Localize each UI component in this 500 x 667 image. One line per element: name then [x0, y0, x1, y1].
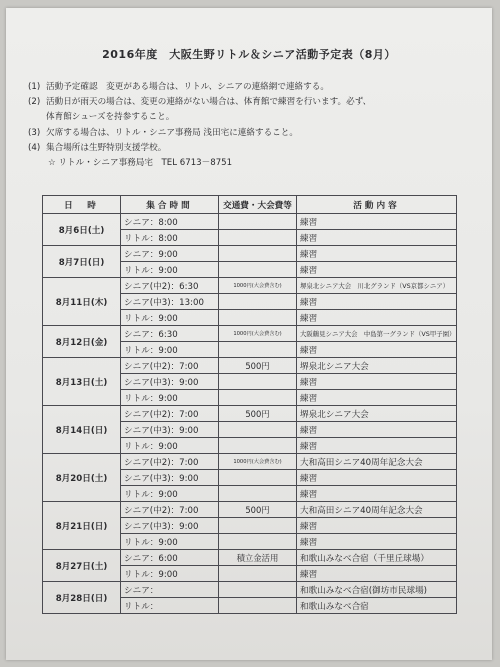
- activity-cell: 練習: [297, 390, 457, 406]
- time-cell: リトル：8:00: [121, 230, 219, 246]
- table-row: [43, 550, 457, 566]
- fee-cell: 積立金活用: [219, 550, 297, 566]
- document-title: 2016年度 大阪生野リトル＆シニア活動予定表（8月）: [102, 48, 396, 61]
- activity-cell: 堺泉北シニア大会: [297, 358, 457, 374]
- activity-cell: 和歌山みなべ合宿: [297, 598, 457, 614]
- fee-cell: 1000円(大会費含む): [219, 278, 297, 294]
- time-cell: シニア：: [121, 582, 219, 598]
- date-cell: 8月6日(土): [43, 214, 121, 246]
- fee-cell: 500円: [219, 502, 297, 518]
- header-activity: 活動内容: [297, 196, 457, 214]
- activity-cell: 練習: [297, 534, 457, 550]
- date-cell: 8月21日(日): [43, 502, 121, 550]
- date-cell: 8月20日(土): [43, 454, 121, 502]
- activity-cell: 大阪鶴見シニア大会 中島第一グランド（VS甲子園）: [297, 326, 457, 342]
- date-cell: 8月13日(土): [43, 358, 121, 406]
- fee-cell: [219, 342, 297, 358]
- time-cell: シニア(中3)：9:00: [121, 518, 219, 534]
- fee-cell: [219, 262, 297, 278]
- time-cell: シニア：6:00: [121, 550, 219, 566]
- date-cell: 8月27日(土): [43, 550, 121, 582]
- fee-cell: [219, 214, 297, 230]
- activity-cell: 練習: [297, 518, 457, 534]
- time-cell: リトル：9:00: [121, 342, 219, 358]
- schedule-table: [42, 195, 457, 614]
- notes-list: [28, 80, 371, 171]
- table-row: [43, 502, 457, 518]
- activity-cell: 練習: [297, 342, 457, 358]
- activity-cell: 堺泉北シニア大会 川北グランド（VS京都シニア）: [297, 278, 457, 294]
- table-row: [43, 358, 457, 374]
- activity-cell: 練習: [297, 310, 457, 326]
- note-4: (4) 集合場所は生野特別支援学校。: [28, 142, 167, 153]
- activity-cell: 練習: [297, 262, 457, 278]
- fee-cell: [219, 310, 297, 326]
- table-row: [43, 406, 457, 422]
- table-row: [43, 278, 457, 294]
- date-cell: 8月14日(日): [43, 406, 121, 454]
- table-row: [43, 246, 457, 262]
- fee-cell: 500円: [219, 358, 297, 374]
- date-cell: 8月28日(日): [43, 582, 121, 614]
- activity-cell: 練習: [297, 214, 457, 230]
- document-paper: [6, 8, 492, 660]
- table-row: [43, 454, 457, 470]
- time-cell: シニア(中3)：9:00: [121, 470, 219, 486]
- time-cell: シニア(中2)：7:00: [121, 454, 219, 470]
- fee-cell: [219, 422, 297, 438]
- table-row: [43, 326, 457, 342]
- time-cell: シニア(中3)：9:00: [121, 422, 219, 438]
- activity-cell: 練習: [297, 230, 457, 246]
- time-cell: リトル：9:00: [121, 438, 219, 454]
- activity-cell: 和歌山みなべ合宿（千里丘球場）: [297, 550, 457, 566]
- activity-cell: 練習: [297, 374, 457, 390]
- time-cell: シニア(中3)：13:00: [121, 294, 219, 310]
- fee-cell: 1000円(大会費含む): [219, 326, 297, 342]
- fee-cell: [219, 438, 297, 454]
- activity-cell: 練習: [297, 294, 457, 310]
- header-date: 日 時: [43, 196, 121, 214]
- time-cell: リトル：9:00: [121, 534, 219, 550]
- activity-cell: 和歌山みなべ合宿(御坊市民球場): [297, 582, 457, 598]
- note-3: (3) 欠席する場合は、リトル・シニア事務局 浅田宅に連絡すること。: [28, 127, 298, 138]
- fee-cell: [219, 230, 297, 246]
- activity-cell: 練習: [297, 246, 457, 262]
- time-cell: シニア(中2)：6:30: [121, 278, 219, 294]
- activity-cell: 練習: [297, 486, 457, 502]
- time-cell: シニア(中2)：7:00: [121, 358, 219, 374]
- time-cell: リトル：9:00: [121, 566, 219, 582]
- note-1: (1) 活動予定確認 変更がある場合は、リトル、シニアの連絡網で連絡する。: [28, 82, 329, 92]
- header-fee: 交通費・大会費等: [219, 196, 297, 214]
- fee-cell: [219, 534, 297, 550]
- date-cell: 8月7日(日): [43, 246, 121, 278]
- note-2: (2) 活動日が雨天の場合は、変更の連絡がない場合は、体育館で練習を行います。必ず、: [28, 97, 372, 108]
- time-cell: シニア(中3)：9:00: [121, 374, 219, 390]
- activity-cell: 練習: [297, 566, 457, 582]
- date-cell: 8月12日(金): [43, 326, 121, 358]
- activity-cell: 大和高田シニア40周年記念大会: [297, 502, 457, 518]
- fee-cell: [219, 246, 297, 262]
- time-cell: シニア(中2)：7:00: [121, 406, 219, 422]
- time-cell: シニア：6:30: [121, 326, 219, 342]
- fee-cell: [219, 294, 297, 310]
- time-cell: リトル：9:00: [121, 310, 219, 326]
- fee-cell: [219, 374, 297, 390]
- activity-cell: 大和高田シニア40周年記念大会: [297, 454, 457, 470]
- fee-cell: 1000円(大会費含む): [219, 454, 297, 470]
- fee-cell: [219, 582, 297, 598]
- activity-cell: 練習: [297, 438, 457, 454]
- fee-cell: [219, 390, 297, 406]
- activity-cell: 練習: [297, 422, 457, 438]
- schedule-body: [43, 214, 457, 614]
- time-cell: シニア：8:00: [121, 214, 219, 230]
- fee-cell: [219, 518, 297, 534]
- fee-cell: 500円: [219, 406, 297, 422]
- table-row: [43, 214, 457, 230]
- note-2-continued: 体育館シューズを持参すること。: [46, 112, 175, 123]
- activity-cell: 練習: [297, 470, 457, 486]
- fee-cell: [219, 486, 297, 502]
- date-cell: 8月11日(木): [43, 278, 121, 326]
- schedule-header-row: [43, 196, 457, 214]
- fee-cell: [219, 470, 297, 486]
- contact-line: ☆ リトル・シニア事務局宅 TEL 6713－8751: [48, 158, 233, 169]
- table-row: [43, 582, 457, 598]
- time-cell: シニア：9:00: [121, 246, 219, 262]
- time-cell: リトル：9:00: [121, 262, 219, 278]
- fee-cell: [219, 598, 297, 614]
- time-cell: リトル：9:00: [121, 486, 219, 502]
- time-cell: リトル：: [121, 598, 219, 614]
- header-time: 集合時間: [121, 196, 219, 214]
- time-cell: シニア(中2)：7:00: [121, 502, 219, 518]
- activity-cell: 堺泉北シニア大会: [297, 406, 457, 422]
- fee-cell: [219, 566, 297, 582]
- time-cell: リトル：9:00: [121, 390, 219, 406]
